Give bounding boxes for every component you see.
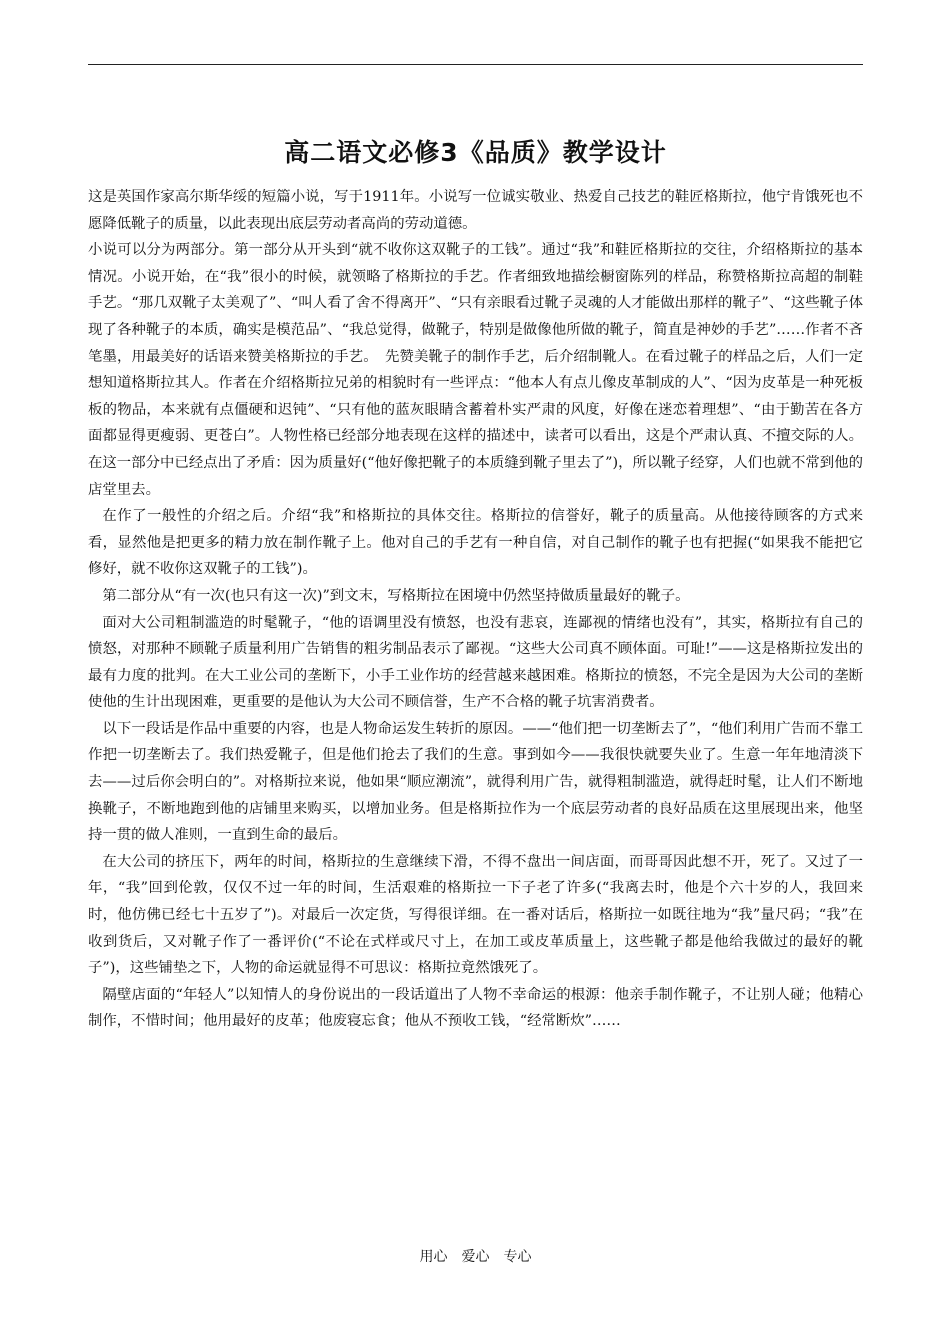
paragraph-big-companies: 面对大公司粗制滥造的时髦靴子，“他的语调里没有愤怒，也没有悲哀，连鄙视的情绪也没有”，其实，格斯拉有自己的愤怒，对那种不顾靴子质量利用广告销售的粗劣制品表示了鄙视。“这些大公司真不顾体面。可耻!”——这是格斯拉发出的最有力度的批判。在大工业公司的垄断下，小手工业作坊的经营越来越困难。格斯拉的愤怒，不完全是因为大公司的垄断使他的生计出现困难，更重要的是他认为大公司不顾信誉，生产不合格的靴子坑害消费者。 xyxy=(88,614,863,711)
document-body xyxy=(88,184,863,1035)
paragraph-decline: 在大公司的挤压下，两年的时间，格斯拉的生意继续下滑，不得不盘出一间店面，而哥哥因此想不开，死了。又过了一年，“我”回到伦敦，仅仅不过一年的时间，生活艰难的格斯拉一下子老了许多(“我离去时，他是个六十岁的人，我回来时，他仿佛已经七十五岁了”)。对最后一次定货，写得很详细。在一番对话后，格斯拉一如既往地为“我”量尺码；“我”在收到货后，又对靴子作了一番评价(“不论在式样或尺寸上，在加工或皮革质量上，这些靴子都是他给我做过的最好的靴子”)，这些铺垫之下，人物的命运就显得不可思议：格斯拉竟然饿死了。 xyxy=(88,853,863,977)
paragraph-part-one: 小说可以分为两部分。第一部分从开头到“就不收你这双靴子的工钱”。通过“我”和鞋匠格斯拉的交往，介绍格斯拉的基本情况。小说开始，在“我”很小的时候，就领略了格斯拉的手艺。作者细致地描绘橱窗陈列的样品，称赞格斯拉高超的制鞋手艺。“那几双靴子太美观了”、“叫人看了舍不得离开”、“只有亲眼看过靴子灵魂的人才能做出那样的靴子”、“这些靴子体现了各种靴子的本质，确实是模范品”、“我总觉得，做靴子，特别是做像他所做的靴子，简直是神妙的手艺”……作者不吝笔墨，用最美好的话语来赞美格斯拉的手艺。 先赞美靴子的制作手艺，后介绍制靴人。在看过靴子的样品之后，人们一定想知道格斯拉其人。作者在介绍格斯拉兄弟的相貌时有一些评点：“他本人有点儿像皮革制成的人”、“因为皮革是一种死板板的物品，本来就有点僵硬和迟钝”、“只有他的蓝灰眼睛含蓄着朴实严肃的风度，好像在迷恋着理想”、“由于勤苦在各方面都显得更瘦弱、更苍白”。人物性格已经部分地表现在这样的描述中，读者可以看出，这是个严肃认真、不擅交际的人。在这一部分中已经点出了矛盾：因为质量好(“他好像把靴子的本质缝到靴子里去了”)，所以靴子经穿，人们也就不常到他的店堂里去。 xyxy=(88,242,863,498)
document-title: 高二语文必修3《品质》教学设计 xyxy=(284,138,667,167)
header-rule xyxy=(88,64,863,65)
paragraph-intro: 这是英国作家高尔斯华绥的短篇小说，写于1911年。小说写一位诚实敬业、热爱自己技艺的鞋匠格斯拉，他宁肯饿死也不愿降低靴子的质量，以此表现出底层劳动者高尚的劳动道德。 xyxy=(88,189,863,232)
paragraph-interaction: 在作了一般性的介绍之后。介绍“我”和格斯拉的具体交往。格斯拉的信誉好，靴子的质量高。从他接待顾客的方式来看，显然他是把更多的精力放在制作靴子上。他对自己的手艺有一种自信，对自己制作的靴子也有把握(“如果我不能把它修好，就不收你这双靴子的工钱”)。 xyxy=(88,508,863,578)
paragraph-part-two: 第二部分从“有一次(也只有这一次)”到文末，写格斯拉在困境中仍然坚持做质量最好的靴子。 xyxy=(102,587,690,604)
paragraph-neighbor: 隔壁店面的“年轻人”以知情人的身份说出的一段话道出了人物不幸命运的根源：他亲手制作靴子，不让别人碰；他精心制作，不惜时间；他用最好的皮革；他废寝忘食；他从不预收工钱，“经常断炊”…… xyxy=(88,986,863,1030)
paragraph-turning-point: 以下一段话是作品中重要的内容，也是人物命运发生转折的原因。——“他们把一切垄断去了”，“他们利用广告而不靠工作把一切垄断去了。我们热爱靴子，但是他们抢去了我们的生意。事到如今——我很快就要失业了。生意一年年地清淡下去——过后你会明白的”。对格斯拉来说，他如果“顺应潮流”，就得利用广告，就得粗制滥造，就得赶时髦，让人们不断地换靴子，不断地跑到他的店铺里来购买，以增加业务。但是格斯拉作为一个底层劳动者的良好品质在这里展现出来，他坚持一贯的做人准则，一直到生命的最后。 xyxy=(88,720,863,844)
page-footer: 用心 爱心 专心 xyxy=(419,1249,532,1265)
